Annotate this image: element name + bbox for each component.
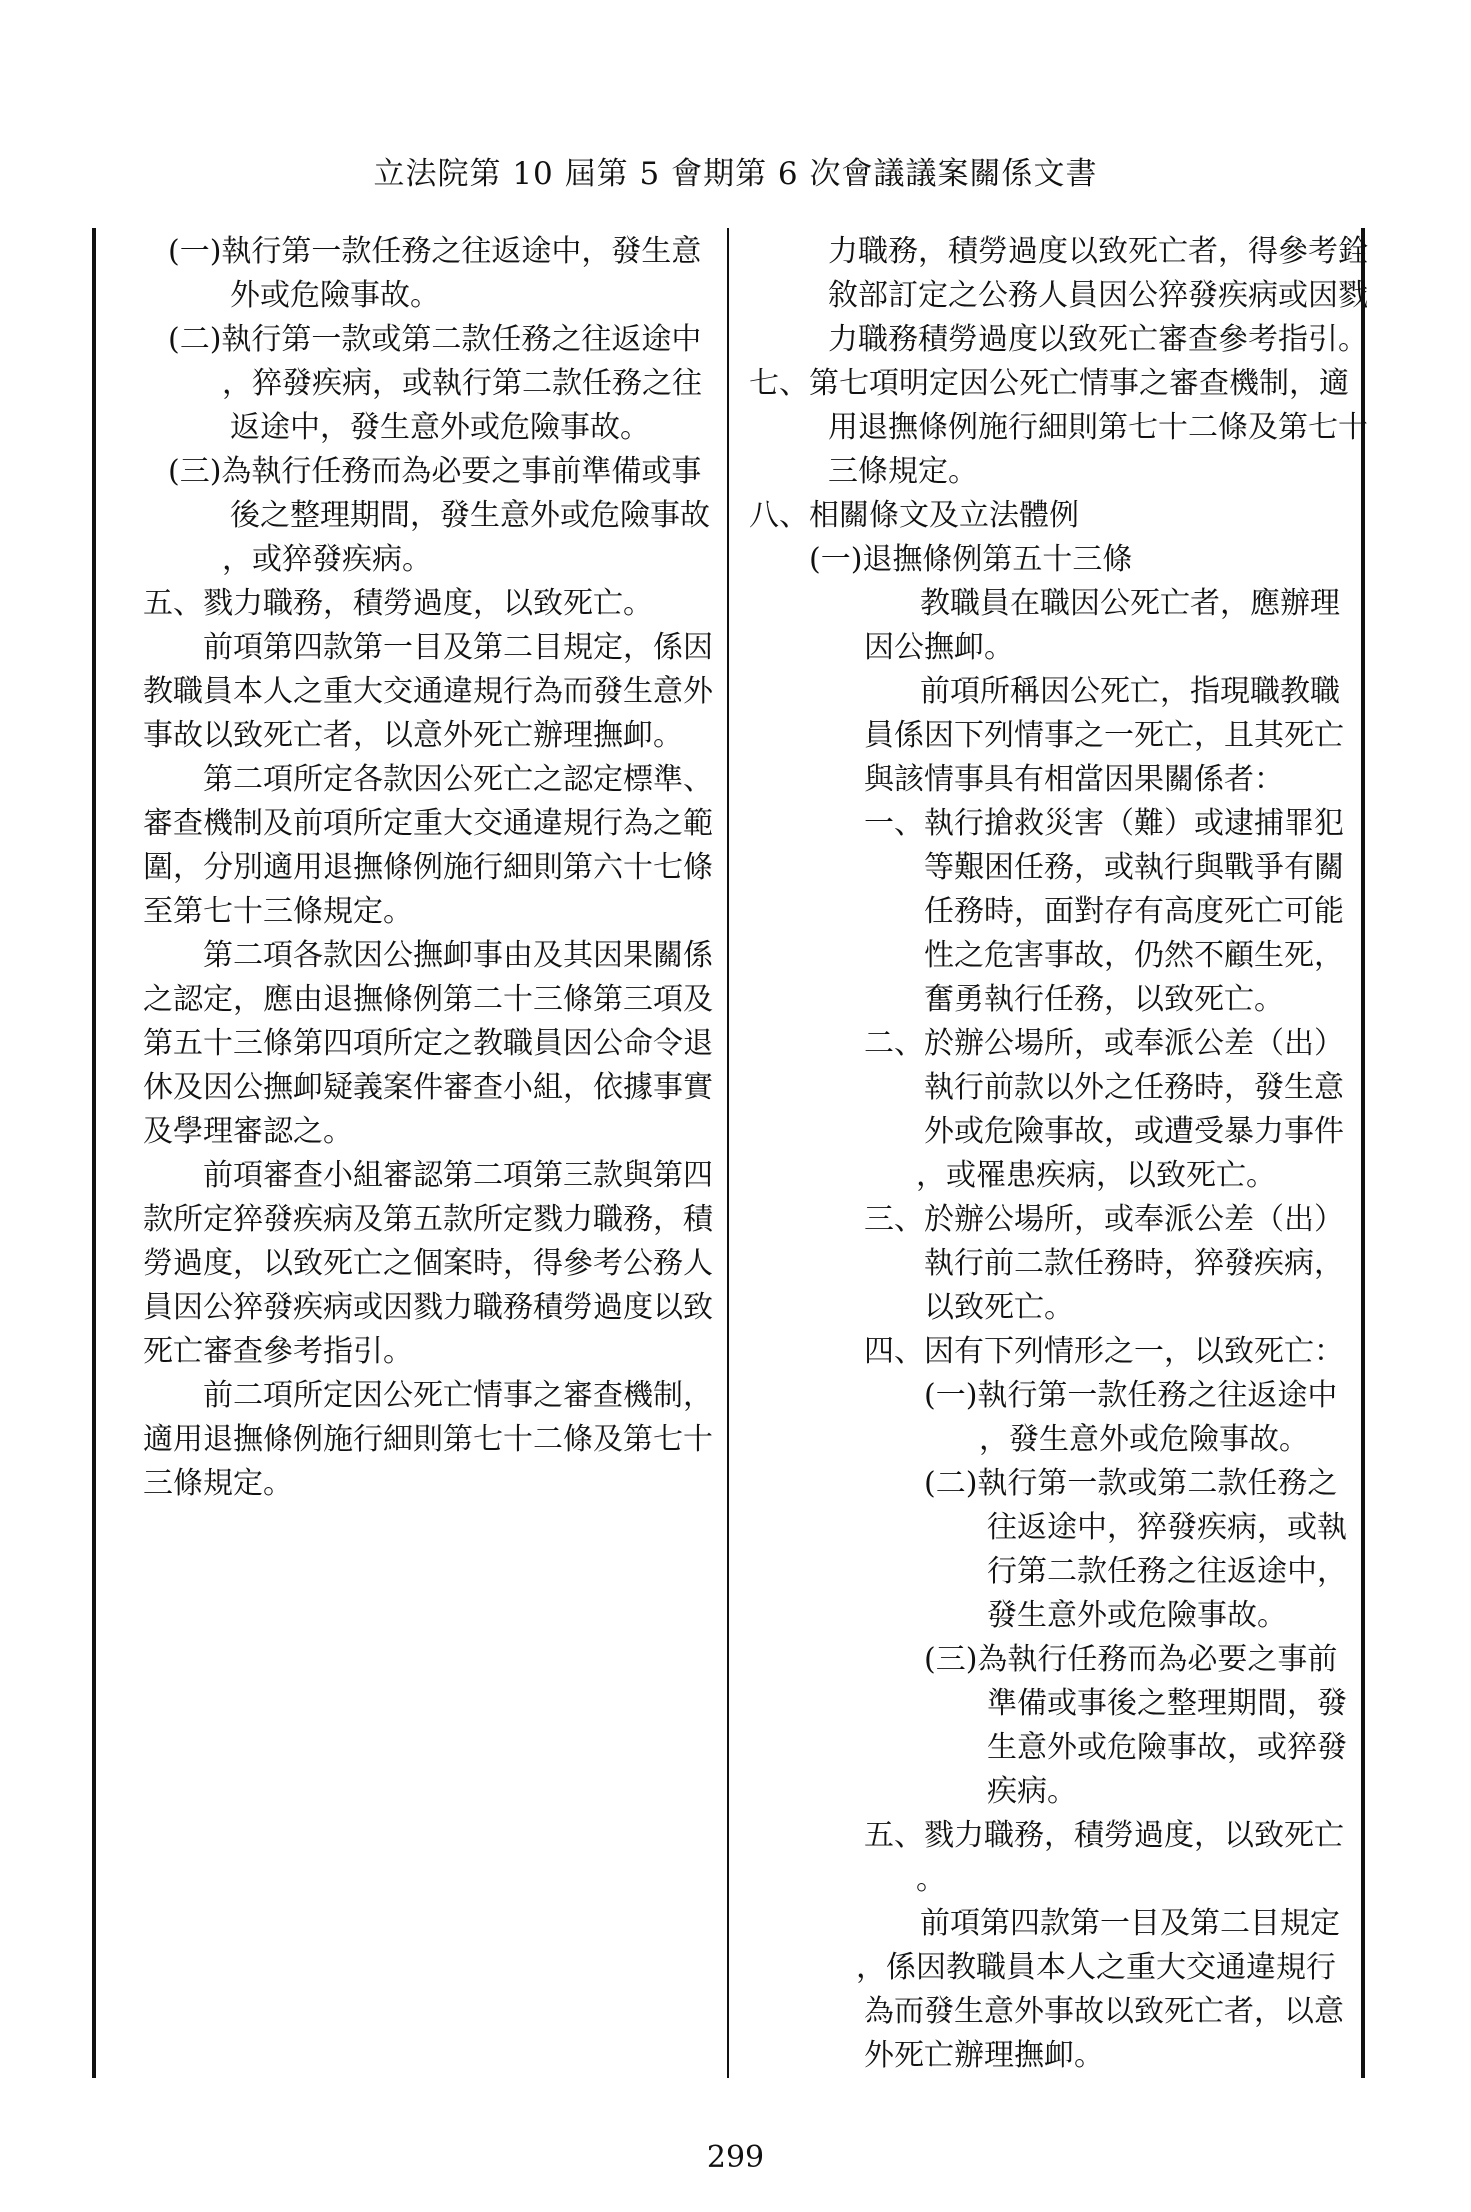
text-line: 八、相關條文及立法體例 xyxy=(749,498,1079,533)
text-line: 五、戮力職務，積勞過度，以致死亡。 xyxy=(143,586,653,621)
text-line: 生意外或危險事故，或猝發 xyxy=(987,1730,1347,1765)
text-line: 第五十三條第四項所定之教職員因公命令退 xyxy=(143,1026,713,1061)
text-line: ，或罹患疾病，以致死亡。 xyxy=(916,1158,1276,1193)
text-line: 。 xyxy=(916,1862,946,1897)
text-line: ，發生意外或危險事故。 xyxy=(979,1422,1309,1457)
text-line: 第二項所定各款因公死亡之認定標準、 xyxy=(203,762,713,797)
text-line: 與該情事具有相當因果關係者： xyxy=(864,762,1284,797)
text-line: 七、第七項明定因公死亡情事之審查機制，適 xyxy=(749,366,1349,401)
text-line: 任務時，面對存有高度死亡可能 xyxy=(924,894,1344,929)
text-line: 準備或事後之整理期間，發 xyxy=(987,1686,1347,1721)
text-line: 三條規定。 xyxy=(828,454,978,489)
text-line: 前項審查小組審認第二項第三款與第四 xyxy=(203,1158,713,1193)
text-line: (三)為執行任務而為必要之事前準備或事 xyxy=(168,454,702,489)
text-line: 前二項所定因公死亡情事之審查機制， xyxy=(203,1378,713,1413)
text-line: 休及因公撫卹疑義案件審查小組，依據事實 xyxy=(143,1070,713,1105)
text-line: ，係因教職員本人之重大交通違規行 xyxy=(856,1950,1336,1985)
text-line: 返途中，發生意外或危險事故。 xyxy=(230,410,650,445)
text-line: 行第二款任務之往返途中， xyxy=(987,1554,1347,1589)
left-margin-rule xyxy=(92,228,96,2078)
text-line: 之認定，應由退撫條例第二十三條第三項及 xyxy=(143,982,713,1017)
text-line: 外或危險事故，或遭受暴力事件 xyxy=(924,1114,1344,1149)
text-line: (二)執行第一款或第二款任務之 xyxy=(924,1466,1338,1501)
text-line: 員因公猝發疾病或因戮力職務積勞過度以致 xyxy=(143,1290,713,1325)
text-line: 外或危險事故。 xyxy=(230,278,440,313)
text-line: (一)執行第一款任務之往返途中，發生意 xyxy=(168,234,702,269)
text-line: 第二項各款因公撫卹事由及其因果關係 xyxy=(203,938,713,973)
text-line: 四、因有下列情形之一，以致死亡： xyxy=(864,1334,1344,1369)
text-line: 三條規定。 xyxy=(143,1466,293,1501)
text-line: 款所定猝發疾病及第五款所定戮力職務，積 xyxy=(143,1202,713,1237)
text-line: 敘部訂定之公務人員因公猝發疾病或因戮 xyxy=(828,278,1368,313)
text-line: 執行前二款任務時，猝發疾病， xyxy=(924,1246,1344,1281)
text-line: 教職員在職因公死亡者，應辦理 xyxy=(920,586,1340,621)
text-line: 往返途中，猝發疾病，或執 xyxy=(987,1510,1347,1545)
text-line: 用退撫條例施行細則第七十二條及第七十 xyxy=(828,410,1368,445)
text-line: 等艱困任務，或執行與戰爭有關 xyxy=(924,850,1344,885)
text-line: 性之危害事故，仍然不顧生死， xyxy=(924,938,1344,973)
text-line: 前項所稱因公死亡，指現職教職 xyxy=(920,674,1340,709)
center-column-rule xyxy=(727,228,729,2078)
text-line: 外死亡辦理撫卹。 xyxy=(864,2038,1104,2073)
text-line: 力職務積勞過度以致死亡審查參考指引。 xyxy=(828,322,1368,357)
text-line: 力職務，積勞過度以致死亡者，得參考銓 xyxy=(828,234,1368,269)
text-line: 教職員本人之重大交通違規行為而發生意外 xyxy=(143,674,713,709)
document-header: 立法院第 10 屆第 5 會期第 6 次會議議案關係文書 xyxy=(373,156,1098,192)
text-line: 圍，分別適用退撫條例施行細則第六十七條 xyxy=(143,850,713,885)
text-line: 因公撫卹。 xyxy=(864,630,1014,665)
text-line: 至第七十三條規定。 xyxy=(143,894,413,929)
text-line: 以致死亡。 xyxy=(924,1290,1074,1325)
text-line: ，猝發疾病，或執行第二款任務之往 xyxy=(222,366,702,401)
text-line: 前項第四款第一目及第二目規定，係因 xyxy=(203,630,713,665)
text-line: 員係因下列情事之一死亡，且其死亡 xyxy=(864,718,1344,753)
text-line: (一)退撫條例第五十三條 xyxy=(809,542,1133,577)
text-line: 事故以致死亡者，以意外死亡辦理撫卹。 xyxy=(143,718,683,753)
text-line: 後之整理期間，發生意外或危險事故 xyxy=(230,498,710,533)
text-line: 執行前款以外之任務時，發生意 xyxy=(924,1070,1344,1105)
text-line: 奮勇執行任務，以致死亡。 xyxy=(924,982,1284,1017)
text-line: 適用退撫條例施行細則第七十二條及第七十 xyxy=(143,1422,713,1457)
right-margin-rule xyxy=(1361,228,1365,2078)
text-line: ，或猝發疾病。 xyxy=(222,542,432,577)
text-line: 三、於辦公場所，或奉派公差（出） xyxy=(864,1202,1344,1237)
text-line: 五、戮力職務，積勞過度，以致死亡 xyxy=(864,1818,1344,1853)
text-line: (一)執行第一款任務之往返途中 xyxy=(924,1378,1338,1413)
text-line: 為而發生意外事故以致死亡者，以意 xyxy=(864,1994,1344,2029)
text-line: 審查機制及前項所定重大交通違規行為之範 xyxy=(143,806,713,841)
text-line: 勞過度，以致死亡之個案時，得參考公務人 xyxy=(143,1246,713,1281)
text-line: 發生意外或危險事故。 xyxy=(987,1598,1287,1633)
text-line: 及學理審認之。 xyxy=(143,1114,353,1149)
text-line: 疾病。 xyxy=(987,1774,1077,1809)
text-line: 死亡審查參考指引。 xyxy=(143,1334,413,1369)
text-line: (二)執行第一款或第二款任務之往返途中 xyxy=(168,322,702,357)
text-line: 二、於辦公場所，或奉派公差（出） xyxy=(864,1026,1344,1061)
text-line: (三)為執行任務而為必要之事前 xyxy=(924,1642,1338,1677)
page-number: 299 xyxy=(706,2140,765,2175)
text-line: 前項第四款第一目及第二目規定 xyxy=(920,1906,1340,1941)
text-line: 一、執行搶救災害（難）或逮捕罪犯 xyxy=(864,806,1344,841)
